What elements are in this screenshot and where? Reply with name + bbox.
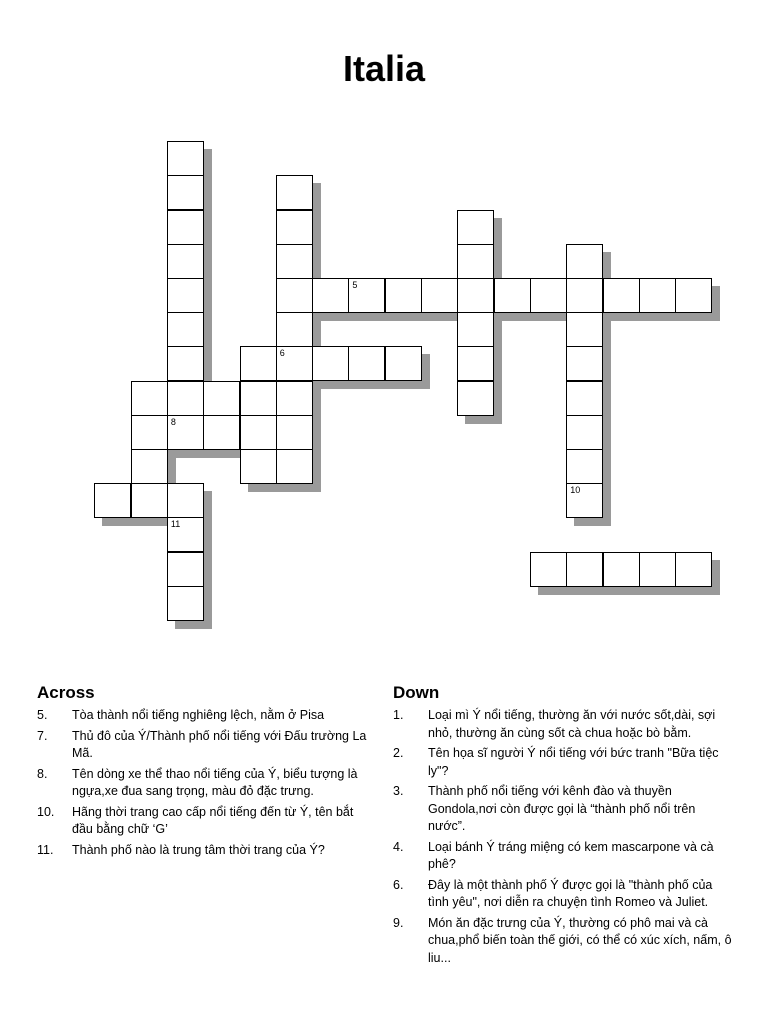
cell-number: 8 [170, 416, 176, 427]
crossword-cell[interactable] [603, 278, 640, 313]
clue-number: 10. [37, 804, 55, 819]
clue-text: Loại bánh Ý tráng miệng có kem mascarpone và cà phê? [428, 839, 714, 871]
clue-number: 7. [37, 728, 48, 743]
crossword-cell[interactable] [276, 346, 313, 381]
crossword-cell[interactable] [240, 415, 277, 450]
crossword-cell[interactable] [566, 244, 603, 279]
crossword-cell[interactable] [276, 415, 313, 450]
crossword-cell[interactable] [203, 381, 240, 416]
crossword-cell[interactable] [566, 312, 603, 347]
crossword-cell[interactable] [167, 141, 204, 176]
crossword-cell[interactable] [603, 552, 640, 587]
crossword-cell[interactable] [131, 415, 168, 450]
down-clue [393, 839, 733, 874]
clue-number: 3. [393, 784, 404, 798]
crossword-cell[interactable] [167, 346, 204, 381]
crossword-cell[interactable] [566, 346, 603, 381]
crossword-cell[interactable] [348, 278, 385, 313]
crossword-cell[interactable] [457, 210, 494, 245]
across-clue [37, 766, 377, 801]
clue-number: 6. [393, 877, 404, 892]
crossword-cell[interactable] [131, 483, 168, 518]
crossword-cell[interactable] [167, 278, 204, 313]
across-clue [37, 804, 377, 839]
crossword-cell[interactable] [457, 278, 494, 313]
crossword-cell[interactable] [276, 381, 313, 416]
clue-text: Tên họa sĩ người Ý nổi tiếng với bức tranh "Bữa tiệc ly"? [428, 746, 719, 778]
clue-text: Thành phố nào là trung tâm thời trang của Ý? [72, 842, 325, 857]
across-clue [37, 842, 377, 860]
down-clue [393, 707, 733, 742]
crossword-cell[interactable] [276, 449, 313, 484]
crossword-cell[interactable] [94, 483, 131, 518]
clue-number: 2. [393, 746, 404, 760]
crossword-cell[interactable] [530, 278, 567, 313]
down-heading: Down [393, 683, 440, 702]
across-clue [37, 728, 377, 763]
crossword-cell[interactable] [276, 210, 313, 245]
crossword-cell[interactable] [167, 244, 204, 279]
clue-number: 1. [393, 708, 404, 722]
crossword-cell[interactable] [167, 210, 204, 245]
cell-number: 5 [352, 280, 358, 290]
crossword-cell[interactable] [131, 381, 168, 416]
cell-number: 6 [279, 348, 285, 359]
crossword-cell[interactable] [276, 278, 313, 313]
across-heading: Across [37, 683, 95, 702]
crossword-cell[interactable] [167, 552, 204, 587]
crossword-cell[interactable] [167, 586, 204, 621]
crossword-cell[interactable] [530, 552, 567, 587]
clue-text: Món ăn đặc trưng của Ý, thường có phô mai và cà chua,phổ biến toàn thế giới, có thể có xúc xích, nấm, ô liu... [428, 915, 732, 965]
down-clue [393, 783, 733, 836]
clue-number: 8. [37, 766, 48, 781]
clue-text: Hãng thời trang cao cấp nổi tiếng đến từ Ý, tên bắt đầu bằng chữ ‘G’ [72, 804, 354, 836]
crossword-cell[interactable] [457, 381, 494, 416]
crossword-cell[interactable] [240, 449, 277, 484]
crossword-cell[interactable] [167, 312, 204, 347]
crossword-cell[interactable] [276, 175, 313, 210]
crossword-cell[interactable] [385, 346, 422, 381]
crossword-cell[interactable] [566, 483, 603, 518]
crossword-cell[interactable] [240, 346, 277, 381]
crossword-cell[interactable] [457, 244, 494, 279]
crossword-cell[interactable] [385, 278, 422, 313]
crossword-cell[interactable] [566, 449, 603, 484]
crossword-cell[interactable] [240, 381, 277, 416]
down-clue [393, 915, 733, 968]
crossword-cell[interactable] [276, 244, 313, 279]
crossword-cell[interactable] [167, 381, 204, 416]
clue-text: Đây là một thành phố Ý được gọi là "thành phố của tình yêu", nơi diễn ra chuyện tình Romeo và Juliet. [428, 877, 713, 909]
crossword-cell[interactable] [348, 346, 385, 381]
crossword-cell[interactable] [675, 278, 712, 313]
crossword-cell[interactable] [203, 415, 240, 450]
across-clues [37, 683, 377, 862]
clue-text: Loại mì Ý nổi tiếng, thường ăn với nước sốt,dài, sợi nhỏ, thường ăn cùng sốt cà chua hoặc bò bằm. [428, 708, 716, 740]
clue-text: Tên dòng xe thể thao nổi tiếng của Ý, biểu tượng là ngựa,xe đua sang trọng, màu đỏ đặc trưng. [72, 766, 358, 798]
crossword-cell[interactable] [421, 278, 458, 313]
down-clue [393, 877, 733, 912]
crossword-cell[interactable] [639, 552, 676, 587]
crossword-cell[interactable] [167, 415, 204, 450]
crossword-cell[interactable] [167, 517, 204, 552]
crossword-cell[interactable] [276, 312, 313, 347]
crossword-cell[interactable] [457, 312, 494, 347]
crossword-cell[interactable] [457, 346, 494, 381]
cell-number: 10 [570, 485, 581, 496]
clue-text: Thủ đô của Ý/Thành phố nổi tiếng với Đấu trường La Mã. [72, 728, 367, 760]
crossword-cell[interactable] [167, 175, 204, 210]
cell-number: 11 [170, 519, 181, 530]
crossword-cell[interactable] [312, 346, 349, 381]
crossword-cell[interactable] [494, 278, 531, 313]
clue-text: Tòa thành nổi tiếng nghiêng lệch, nằm ở Pisa [72, 708, 325, 722]
crossword-cell[interactable] [566, 381, 603, 416]
crossword-cell[interactable] [167, 483, 204, 518]
crossword-cell[interactable] [639, 278, 676, 313]
clue-text: Thành phố nổi tiếng với kênh đào và thuyền Gondola,nơi còn được gọi là “thành phố nổi trên nước”. [428, 784, 696, 833]
clue-number: 9. [393, 915, 404, 930]
clue-number: 4. [393, 839, 404, 854]
crossword-cell[interactable] [131, 449, 168, 484]
across-clue [37, 707, 377, 725]
crossword-cell[interactable] [566, 415, 603, 450]
clue-number: 5. [37, 708, 48, 722]
crossword-cell[interactable] [312, 278, 349, 313]
crossword-cell[interactable] [566, 552, 603, 587]
down-clues [393, 683, 733, 970]
puzzle-title: Italia [342, 48, 426, 89]
down-clue [393, 745, 733, 780]
clue-number: 11. [37, 842, 54, 857]
crossword-cell[interactable] [566, 278, 603, 313]
crossword-cell[interactable] [675, 552, 712, 587]
